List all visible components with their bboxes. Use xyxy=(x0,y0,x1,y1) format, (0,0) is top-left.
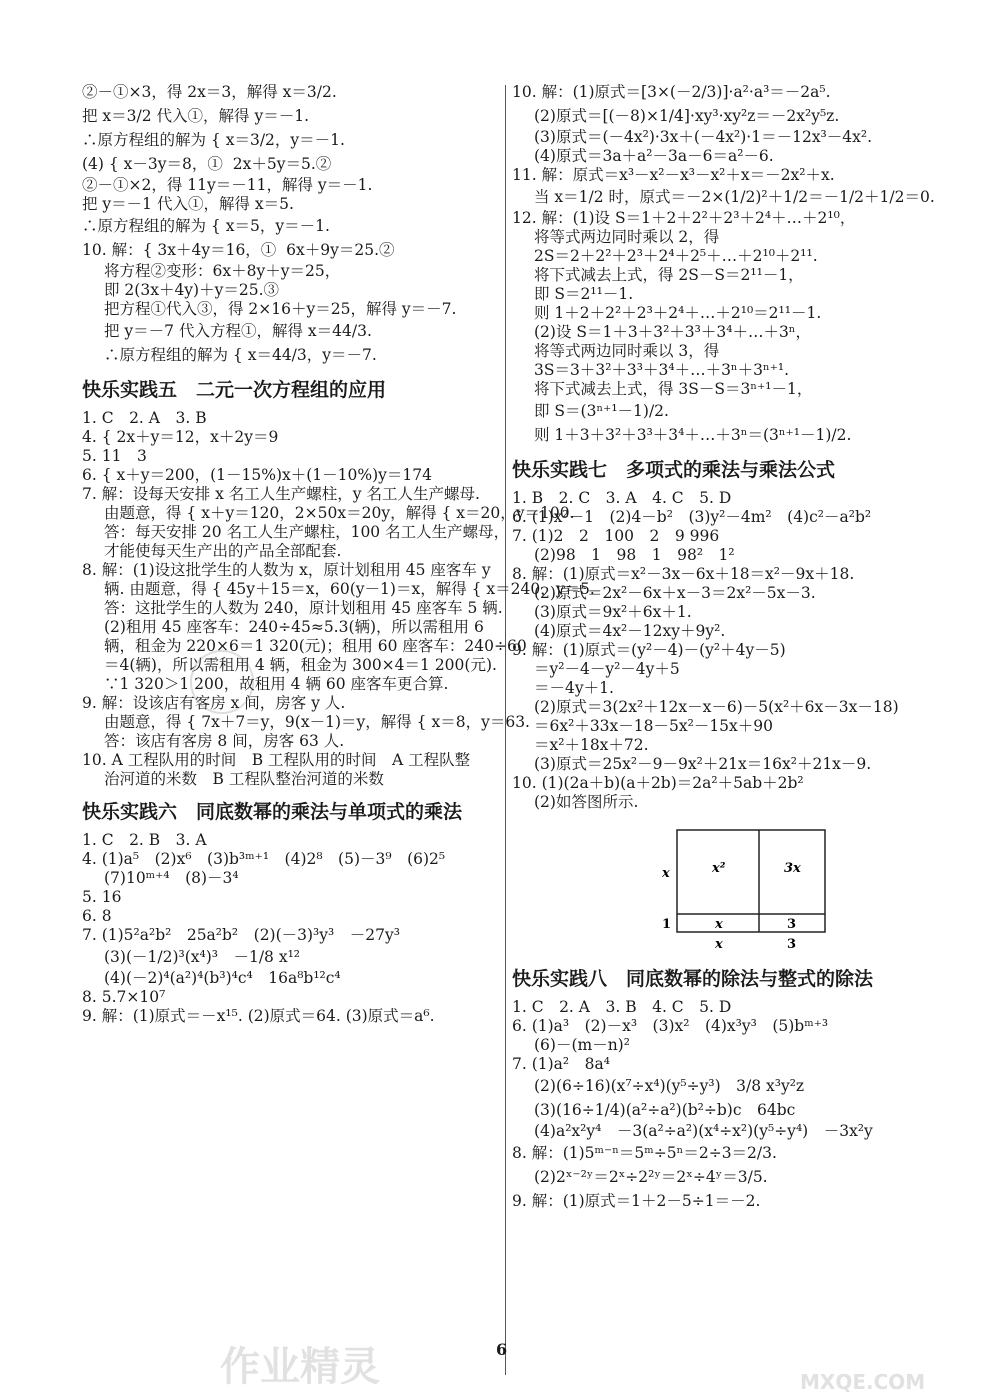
text-line: 6. { x＋y＝200，(1－15%)x＋(1－10%)y＝174 xyxy=(82,466,432,484)
text-line: 即 2(3x＋4y)＋y＝25.③ xyxy=(104,281,280,299)
text-line: 把 y＝－7 代入方程①，解得 x＝44/3. xyxy=(104,322,372,340)
text-line: 1. B 2. C 3. A 4. C 5. D xyxy=(512,489,732,507)
watermark-site: MXQE.COM xyxy=(800,1370,926,1394)
text-line: 由题意，得 { x＋y＝120，2×50x＝20y，解得 { x＝20，y＝100. xyxy=(104,504,575,522)
text-line: 7. (1)5²a²b² 25a²b² (2)(－3)³y³ －27y³ xyxy=(82,926,400,944)
text-line: ＝6x²＋33x－18－5x²－15x＋90 xyxy=(534,717,774,735)
area-figure xyxy=(512,822,930,956)
text-line: (2)如答图所示. xyxy=(534,793,639,811)
text-line: 则 1＋3＋3²＋3³＋3⁴＋…＋3ⁿ＝(3ⁿ⁺¹－1)/2. xyxy=(534,426,852,444)
right-column xyxy=(512,80,935,1213)
text-line: 6. 8 xyxy=(82,907,112,925)
cell-3x: 3x xyxy=(784,861,801,876)
text-line: 辆. 由题意，得 { 45y＋15＝x，60(y－1)＝x，解得 { x＝240，y＝5. xyxy=(104,580,595,598)
text-line: 4. { 2x＋y＝12，x＋2y＝9 xyxy=(82,428,279,446)
text-line: 8. 5.7×10⁷ xyxy=(82,988,166,1006)
text-line: (2)(6÷16)(x⁷÷x⁴)(y⁵÷y³) 3/8 x³y²z xyxy=(534,1077,805,1095)
text-line: 即 S＝(3ⁿ⁺¹－1)/2. xyxy=(534,402,669,420)
text-line: ＝y²－4－y²－4y＋5 xyxy=(534,660,680,678)
text-line: 把 x＝3/2 代入①，解得 y＝－1. xyxy=(82,107,310,125)
text-line: 12. 解：(1)设 S＝1＋2＋2²＋2³＋2⁴＋…＋2¹⁰， xyxy=(512,209,856,227)
text-line: 7. (1)2 2 100 2 9 996 xyxy=(512,527,720,545)
watermark-text: 作业精灵 xyxy=(220,1344,380,1390)
text-line: (3)(16÷1/4)(a²÷a²)(b²÷b)c 64bc xyxy=(534,1101,796,1119)
cell-3: 3 xyxy=(787,917,797,932)
text-line: 7. 解：设每天安排 x 名工人生产螺柱，y 名工人生产螺母. xyxy=(82,485,480,503)
text-line: (4)原式＝4x²－12xy＋9y². xyxy=(534,622,726,640)
text-line: 则 1＋2＋2²＋2³＋2⁴＋…＋2¹⁰＝2¹¹－1. xyxy=(534,304,822,322)
text-line: 答：每天安排 20 名工人生产螺柱，100 名工人生产螺母， xyxy=(104,523,510,541)
section-heading-5: 快乐实践五 二元一次方程组的应用 xyxy=(82,379,387,401)
outer-rect xyxy=(677,830,825,932)
text-line: ∵1 320＞1 200，故租用 4 辆 60 座客车更合算. xyxy=(104,675,449,693)
text-line: (3)原式＝(－4x²)·3x＋(－4x²)·1＝－12x³－4x². xyxy=(534,128,873,146)
text-line: 5. 16 xyxy=(82,888,122,906)
bottom-3-label: 3 xyxy=(787,937,797,952)
text-line: 6. (1)a³ (2)－x³ (3)x² (4)x³y³ (5)bᵐ⁺³ xyxy=(512,1017,829,1035)
text-line: 4. (1)a⁵ (2)x⁶ (3)b³ᵐ⁺¹ (4)2⁸ (5)－3⁹ (6)2⁵ xyxy=(82,850,446,868)
text-line: (3)(－1/2)³(x⁴)³ －1/8 x¹² xyxy=(104,948,301,966)
side-1-label: 1 xyxy=(662,917,672,932)
text-line: 10. (1)(2a＋b)(a＋2b)＝2a²＋5ab＋2b² xyxy=(512,774,804,792)
text-line: (4)(－2)⁴(a²)⁴(b³)⁴c⁴ 16a⁸b¹²c⁴ xyxy=(104,969,341,987)
side-x-label: x xyxy=(662,866,670,881)
text-line: 9. 解：(1)原式＝(y²－4)－(y²＋4y－5) xyxy=(512,641,786,659)
text-line: 7. (1)a² 8a⁴ xyxy=(512,1055,610,1073)
text-line: (4)a²x²y⁴ －3(a²÷a²)(x⁴÷x²)(y⁵÷y⁴) －3x²y xyxy=(534,1122,873,1140)
text-line: ＝4(辆)，所以需租用 4 辆，租金为 300×4＝1 200(元). xyxy=(104,656,497,674)
text-line: 把方程①代入③，得 2×16＋y＝25，解得 y＝－7. xyxy=(104,300,457,318)
text-line: 10. 解：{ 3x＋4y＝16，① 6x＋9y＝25.② xyxy=(82,241,395,259)
text-line: 答：该店有客房 8 间，房客 63 人. xyxy=(104,732,345,750)
text-line: ＝x²＋18x＋72. xyxy=(534,736,649,754)
text-line: ∴原方程组的解为 { x＝5，y＝－1. xyxy=(82,217,330,235)
text-line: (4)原式＝3a＋a²－3a－6＝a²－6. xyxy=(534,147,774,165)
area-diagram xyxy=(512,822,930,952)
section-heading-8: 快乐实践八 同底数幂的除法与整式的除法 xyxy=(512,968,874,990)
text-line: 把 y＝－1 代入①，解得 x＝5. xyxy=(82,195,294,213)
text-line: (6)－(m－n)² xyxy=(534,1036,630,1054)
text-line: 将下式减去上式，得 3S－S＝3ⁿ⁺¹－1， xyxy=(534,380,813,398)
text-line: 将等式两边同时乘以 2，得 xyxy=(534,228,720,246)
text-line: 3S＝3＋3²＋3³＋3⁴＋…＋3ⁿ＋3ⁿ⁺¹. xyxy=(534,361,790,379)
text-line: (2)原式＝[(－8)×1/4]·xy³·xy²z＝－2x²y⁵z. xyxy=(534,107,840,125)
text-line: 9. 解：(1)原式＝1＋2－5÷1＝－2. xyxy=(512,1192,761,1210)
text-line: ∴原方程组的解为 { x＝44/3，y＝－7. xyxy=(104,346,377,364)
text-line: (7)10ᵐ⁺⁴ (8)－3⁴ xyxy=(104,869,239,887)
text-line: 9. 解：设该店有客房 x 间，房客 y 人. xyxy=(82,694,346,712)
text-line: 才能使每天生产出的产品全部配套. xyxy=(104,542,342,560)
section-heading-7: 快乐实践七 多项式的乘法与乘法公式 xyxy=(512,459,836,481)
text-line: (2)设 S＝1＋3＋3²＋3³＋3⁴＋…＋3ⁿ， xyxy=(534,323,812,341)
text-line: 5. 11 3 xyxy=(82,447,147,465)
text-line: (2)2ˣ⁻²ʸ＝2ˣ÷2²ʸ＝2ˣ÷4ʸ＝3/5. xyxy=(534,1168,768,1186)
text-line: (2)租用 45 座客车：240÷45≈5.3(辆)，所以需租用 6 xyxy=(104,618,484,636)
page-number: 6 xyxy=(496,1340,508,1359)
text-line: 6. (1)x²－1 (2)4－b² (3)y²－4m² (4)c²－a²b² xyxy=(512,508,872,526)
text-line: 8. 解：(1)原式＝x²－3x－6x＋18＝x²－9x＋18. xyxy=(512,565,855,583)
text-line: (2)98 1 98 1 98² 1² xyxy=(534,546,735,564)
text-line: ②－①×2，得 11y＝－11，解得 y＝－1. xyxy=(82,176,373,194)
text-line: 10. 解：(1)原式＝[3×(－2/3)]·a²·a³＝－2a⁵. xyxy=(512,83,831,101)
text-line: 1. C 2. B 3. A xyxy=(82,831,207,849)
text-line: 将下式减去上式，得 2S－S＝2¹¹－1， xyxy=(534,266,804,284)
text-line: 将方程②变形：6x＋8y＋y＝25， xyxy=(104,262,341,280)
text-line: ∴原方程组的解为 { x＝3/2，y＝－1. xyxy=(82,131,345,149)
text-line: (4) { x－3y＝8，① 2x＋5y＝5.② xyxy=(82,155,332,173)
text-line: 将等式两边同时乘以 3，得 xyxy=(534,342,720,360)
text-line: 1. C 2. A 3. B 4. C 5. D xyxy=(512,998,732,1016)
text-line: 10. A 工程队用的时间 B 工程队用的时间 A 工程队整 xyxy=(82,751,471,769)
text-line: ②－①×3，得 2x＝3，解得 x＝3/2. xyxy=(82,83,337,101)
text-line: 8. 解：(1)5ᵐ⁻ⁿ＝5ᵐ÷5ⁿ＝2÷3＝2/3. xyxy=(512,1144,777,1162)
text-line: 9. 解：(1)原式＝－x¹⁵. (2)原式＝64. (3)原式＝a⁶. xyxy=(82,1007,435,1025)
text-line: 由题意，得 { 7x＋7＝y，9(x－1)＝y，解得 { x＝8，y＝63. xyxy=(104,713,530,731)
text-line: 辆，租金为 220×6＝1 320(元)；租用 60 座客车：240÷60 xyxy=(104,637,527,655)
cell-x2: x² xyxy=(712,861,726,876)
text-line: 即 S＝2¹¹－1. xyxy=(534,285,634,303)
text-line: (3)原式＝9x²＋6x＋1. xyxy=(534,603,692,621)
text-line: (2)原式＝2x²－6x＋x－3＝2x²－5x－3. xyxy=(534,584,816,602)
section-heading-6: 快乐实践六 同底数幂的乘法与单项式的乘法 xyxy=(82,801,463,823)
text-line: 11. 解：原式＝x³－x²－x³－x²＋x＝－2x²＋x. xyxy=(512,166,835,184)
text-line: (2)原式＝3(2x²＋12x－x－6)－5(x²＋6x－3x－18) xyxy=(534,698,899,716)
bottom-x-label: x xyxy=(715,937,723,952)
text-line: 答：这批学生的人数为 240，原计划租用 45 座客车 5 辆. xyxy=(104,599,503,617)
cell-x: x xyxy=(715,917,723,932)
text-line: ＝－4y＋1. xyxy=(534,679,614,697)
text-line: 治河道的米数 B 工程队整治河道的米数 xyxy=(104,770,384,788)
text-line: (3)原式＝25x²－9－9x²＋21x＝16x²＋21x－9. xyxy=(534,755,872,773)
text-line: 2S＝2＋2²＋2³＋2⁴＋2⁵＋…＋2¹⁰＋2¹¹. xyxy=(534,247,818,265)
text-line: 1. C 2. A 3. B xyxy=(82,409,207,427)
text-line: 8. 解：(1)设这批学生的人数为 x，原计划租用 45 座客车 y xyxy=(82,561,491,579)
text-line: 当 x＝1/2 时，原式＝－2×(1/2)²＋1/2＝－1/2＋1/2＝0. xyxy=(534,188,935,206)
